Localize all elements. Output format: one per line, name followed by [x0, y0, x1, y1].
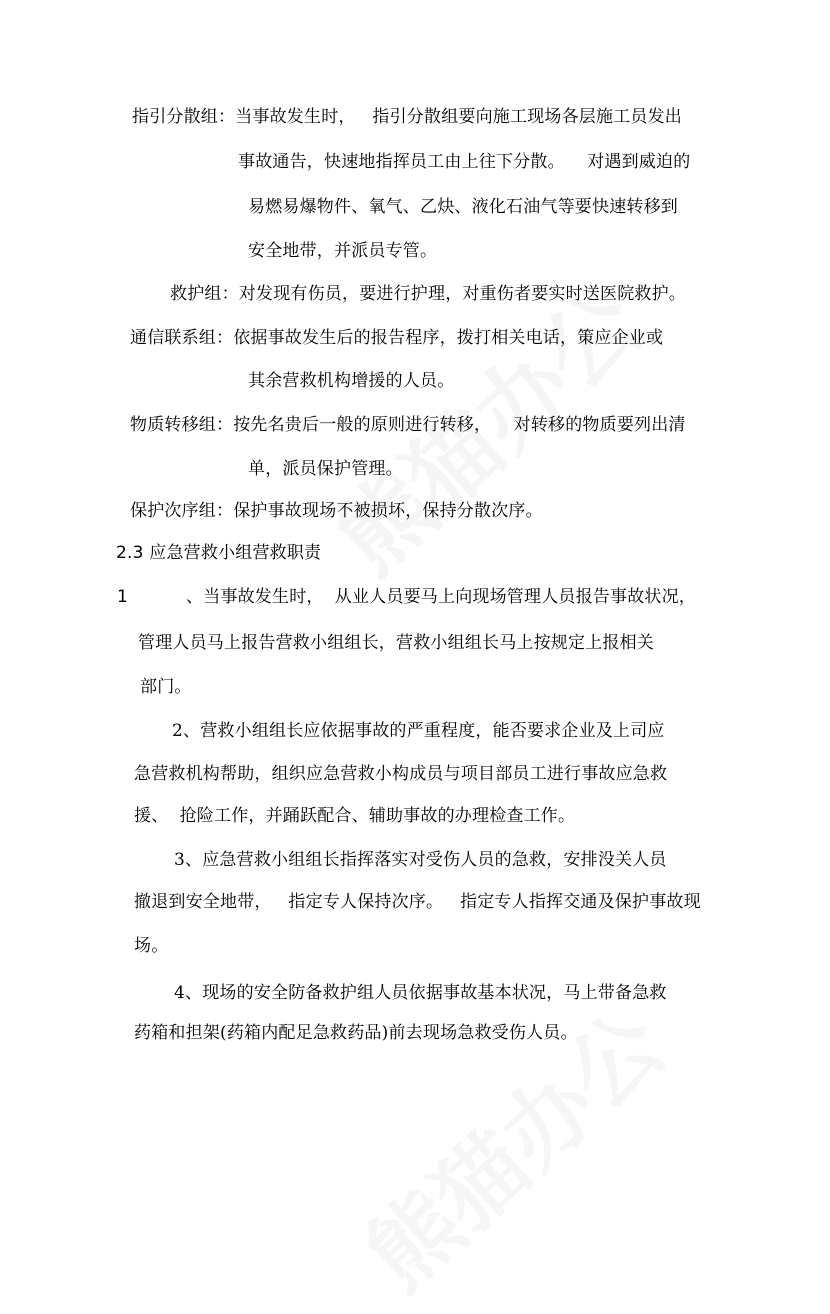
- section-heading: 2.3 应急营救小组营救职责: [116, 543, 322, 563]
- text-line: 单，派员保护管理。: [248, 459, 403, 479]
- text-line: 4、现场的安全防备救护组人员依据事故基本状况，马上带备急救: [174, 983, 667, 1003]
- text-line: 指引分散组：当事故发生时， 指引分散组要向施工现场各层施工员发出: [132, 107, 683, 127]
- text-line: 3、应急营救小组组长指挥落实对受伤人员的急救，安排没关人员: [174, 850, 667, 870]
- text-line: 易燃易爆物件、氧气、乙炔、液化石油气等要快速转移到: [248, 197, 678, 217]
- text-line: 急营救机构帮助，组织应急营救小构成员与项目部员工进行事故应急救: [134, 764, 668, 784]
- text-line: 场。: [134, 936, 169, 956]
- text-line: 保护次序组：保护事故现场不被损坏，保持分散次序。: [130, 501, 543, 521]
- text-line: 物质转移组：按先名贵后一般的原则进行转移， 对转移的物质要列出清: [130, 415, 686, 435]
- text-line: 、当事故发生时， 从业人员要马上向现场管理人员报告事故状况，: [186, 587, 697, 607]
- text-line: 管理人员马上报告营救小组组长，营救小组组长马上按规定上报相关: [138, 633, 654, 653]
- text-line: 事故通告，快速地指挥员工由上往下分散。 对遇到威迫的: [238, 152, 691, 172]
- text-line: 安全地带，并派员专管。: [248, 241, 438, 261]
- text-line: 通信联系组：依据事故发生后的报告程序，拨打相关电话，策应企业或: [130, 328, 664, 348]
- list-number: 1: [117, 587, 129, 607]
- text-line: 其余营救机构增援的人员。: [248, 371, 455, 391]
- text-line: 撤退到安全地带， 指定专人保持次序。 指定专人指挥交通及保护事故现: [134, 892, 701, 912]
- text-line: 2、营救小组组长应依据事故的严重程度，能否要求企业及上司应: [172, 721, 665, 741]
- text-line: 部门。: [140, 677, 192, 697]
- text-line: 药箱和担架(药箱内配足急救药品)前去现场急救受伤人员。: [134, 1023, 578, 1043]
- text-line: 援、 抢险工作，并踊跃配合、辅助事故的办理检查工作。: [134, 806, 576, 826]
- text-line: 救护组：对发现有伤员，要进行护理，对重伤者要实时送医院救护。: [170, 284, 686, 304]
